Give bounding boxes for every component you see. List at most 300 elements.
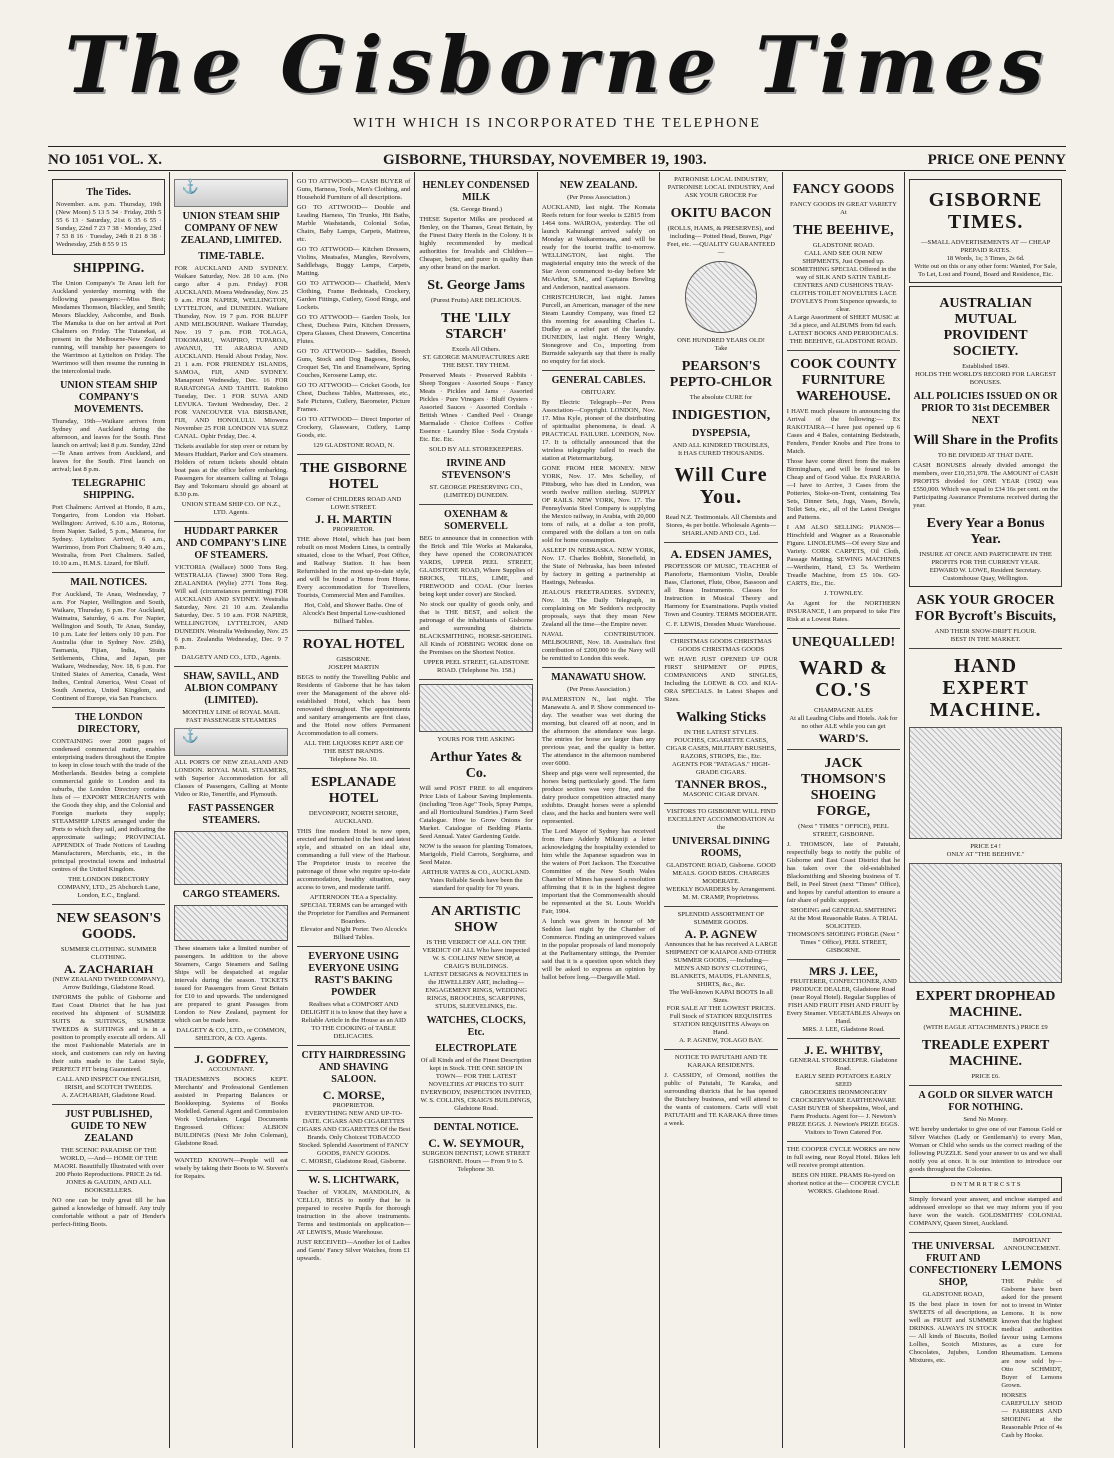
column-2 bbox=[170, 172, 292, 1448]
snow-drift-flour: AND THEIR SNOW-DRIFT FLOUR. bbox=[934, 628, 1037, 635]
uss-movements-text: Thursday, 19th—Waikare arrives from Sydney and Auckland during the afternoon, and leaves for the South. First launch on arrival; last 8 p.m. Sunday, 22nd—Te Anau arrives from Auckland, and leaves for the South. First launch on arrival; last 8 p.m. bbox=[52, 418, 166, 473]
shipping-text: The Union Company's Te Anau left for Auckland yesterday morning with the following passengers:—Miss Best; Mesdames Thomson, Blackley, and Smith; Messrs Blackley, Ashcombe, and Bush. The Manuka is due on her arrival at Port Chalmers on Friday. The Tutanekai, at present in the Melbourne-New Zealand running, will tranship her passengers to the Warrimoo at Lyttelton on Friday. The Warrimoo will then resume the running in the intercolonial trade. bbox=[52, 280, 166, 375]
column-8 bbox=[905, 172, 1066, 1448]
indigestion-label: INDIGESTION, bbox=[671, 408, 771, 423]
new-york-text: GONE FROM HER MONEY. NEW YORK, Nov. 17. Mrs Schelley, of Pittsburg, who has died in London, was worth twelve million sterling. SUPPLY OF RAILS. NEW YORK, Nov. 17. The Pennsylvania Steel Company is supplying the Mexico railway, in Arabia, with 20,000 tons of rails, at a dollar a ton profit, compared with the dollars a ton on rails sold for home consumption. bbox=[541, 465, 656, 544]
hand-machine-heading: HAND EXPERT MACHINE. bbox=[929, 655, 1042, 721]
guide-signature: JONES & GAUDIN, AND ALL BOOKSELLERS. bbox=[65, 1179, 152, 1194]
visitors-notice: VISITORS TO GISBORNE WILL FIND EXCELLENT ACCOMMODATION At the bbox=[666, 808, 776, 831]
bycroft-heading: ASK YOUR GROCER FOR Bycroft's Biscuits, bbox=[915, 593, 1057, 624]
esplanade-hotel-heading: ESPLANADE HOTEL bbox=[311, 775, 397, 806]
take-label: Take bbox=[714, 345, 728, 352]
hand-machine-illustration bbox=[909, 727, 1062, 839]
beehive-signature: THE BEEHIVE, GLADSTONE ROAD. bbox=[789, 338, 898, 345]
small-ads-rate: 18 Words, 1s; 3 Times, 2s 6d. bbox=[946, 255, 1025, 262]
divider bbox=[174, 666, 287, 667]
attwood-ad-4: GO TO ATTWOOD— Chatfield, Men's Clothing, Frame Bedsteads, Crockery, Garden Fittings, Cutlery, Good Rings, and Lockets. bbox=[296, 280, 411, 311]
column-3 bbox=[293, 172, 415, 1448]
jams-subtitle: (Purest Fruits) ARE DELICIOUS. bbox=[430, 297, 522, 304]
obituary-heading: OBITUARY. bbox=[581, 389, 616, 396]
tides-heading: The Tides. bbox=[86, 187, 132, 198]
watches-notice: JUST RECEIVED—Another lot of Ladies and Gents' Fancy Silver Watches, from £1 upwards. bbox=[296, 1239, 411, 1262]
divider bbox=[542, 370, 655, 371]
afternoon-tea: AFTERNOON TEA a Speciality. bbox=[309, 894, 398, 901]
ward-heading: WARD & CO.'S bbox=[799, 657, 888, 701]
issue-price: PRICE ONE PENNY bbox=[927, 152, 1066, 168]
cargo-text: These steamers take a limited number of passengers. In addition to the above Steamers, Cargo Steamers and Sailing Ships will be despatched at regular intervals during the season. TICKETS issued for Passengers from Great Britain for £10 to and upwards. The undersigned are prepared to grant Passages from London to New Zealand, payment for which can be made here. bbox=[174, 945, 288, 1024]
gisborne-times-heading: GISBORNE TIMES. bbox=[928, 189, 1043, 233]
shaw-savill-subtitle: MONTHLY LINE of ROYAL MAIL FAST PASSENGER STEAMERS bbox=[182, 709, 281, 724]
oxenham-address: UPPER PEEL STREET, GLADSTONE ROAD. (Telephone No. 158.) bbox=[423, 659, 529, 674]
dalgety-signature: DALGETY & CO., LTD., or COMMON, SHELTON, & CO. Agents. bbox=[176, 1027, 287, 1042]
zachariah-signature: A. ZACHARIAH, Gladstone Road. bbox=[61, 1092, 156, 1099]
cook-county-text: I HAVE much pleasure in announcing the Arrival of the following:— Ex RAKOTAIRA—I have just opened up 6 Cases and 4 Bales, containing Bedsteads, Fenders, Fender Knobs and Fire Irons to Match. bbox=[786, 408, 901, 455]
divider bbox=[909, 1085, 1062, 1086]
baking-powder-heading: EVERYONE USING EVERYONE USING RAST'S BAKING POWDER bbox=[308, 951, 399, 998]
yates-heading: Arthur Yates & Co. bbox=[429, 750, 523, 781]
timetable-text: FOR AUCKLAND AND SYDNEY. Waikare Saturday, Nov. 28 10 a.m. (No cargo after 4 p.m. Friday) FOR AUCKLAND. Moera Wednesday, Nov. 25 9 a.m. FOR NAPIER, WELLINGTON, LYTTELTON, and DUNEDIN. Waikare Thursday, Nov. 19 7 p.m. FOR BLUFF AND MELBOURNE. Waikare Thursday, Nov. 19 7 p.m. FOR TOLAGA, TOKOMARU, WAIPIRO, TUPAROA, AWANUI, TE ARAROA AND AUCKLAND. Herald About Friday, Nov. 21 1 a.m. FOR FRIENDLY ISLANDS, SAMOA, FIJI, AND SYDNEY. Manapouri Wednesday, Dec. 16 FOR RARATONGA AND TAHITI. Ratokino Tuesday, Dec. 1 FOR SUVA AND LEVUKA. Taviuni Wednesday, Dec. 2 FOR VANCOUVER VIA BRISBANE, FIJI, AND HONOLULU. Miowera November 25 FOR LONDON VIA SUEZ CANAL. Ophir Friday, Dec. 4. bbox=[174, 265, 288, 440]
royal-hotel-text: BEGS to notify the Travelling Public and Residents of Gisborne that he has taken over the Management of the above old-established Hotel, which has been renovated throughout. The appointments and sanitary arrangements are first class, and the Hotel now offers Permanent Accommodation to all comers. bbox=[296, 674, 411, 737]
seymour-name: C. W. SEYMOUR, bbox=[428, 1136, 524, 1150]
confectionery-address: GLADSTONE ROAD, bbox=[922, 1291, 984, 1298]
manawatu-show-text-3: The Lord Mayor of Sydney has received from Hare Adderly Mikuniji a letter acknowledging the hospitality extended to him while the Japanese squadron was in the waters of Port Jackson. The Executive Committee of the New South Wales Chamber of Mines has passed a resolution affirming that it is in the highest degree important that the Commonwealth should be represented at the St. Louis World's Fair, 1904. bbox=[541, 828, 656, 915]
manawatu-show-subtitle: (Per Press Association.) bbox=[567, 686, 630, 693]
agnew-name: A. P. AGNEW bbox=[684, 927, 758, 941]
kindred-troubles: AND ALL KINDRED TROUBLES, bbox=[672, 442, 770, 449]
london-directory-address: THE LONDON DIRECTORY COMPANY, LTD., 25 Abchurch Lane, London, E.C., England. bbox=[57, 876, 160, 899]
gisborne-hotel-text: THE above Hotel, which has just been rebuilt on most Modern Lines, is centrally situated, close to the Wharf, Post Office, and Railway Station. It has been Refurnished in the most up-to-date style, and will be found a Home from Home. Every accommodation for Travellers, Tourists, Commercial Men and Families. bbox=[296, 536, 411, 599]
morse-title: PROPRIETOR. bbox=[332, 1102, 375, 1109]
manawatu-show-text: PALMERSTON N., last night. The Manawatu A. and P. Show commenced to-day. The weather was wet during the morning, but cleared off at noon, and in the afternoon the attendance was large. The entries for horse are larger than any previous year, and the quality is better. The attendance in the afternoon numbered over 6000. bbox=[541, 696, 656, 767]
divider bbox=[664, 906, 777, 907]
divider bbox=[297, 454, 410, 455]
artistic-show-heading: AN ARTISTIC SHOW bbox=[431, 904, 522, 935]
new-zealand-text-2: CHRISTCHURCH, last night. James Purcell, an American, manager of the new Steam Laundry Company, was fined £2 this morning for assaulting Charles L. Dudley as a relief part of the laundry. DUNEDIN, last night. Henry Wright, Stonegrove and Co., importing from Burnside saleyards say that there is really no enquiry for fat stock. bbox=[541, 294, 656, 365]
esplanade-hotel-subtitle: DEVONPORT, NORTH SHORE, AUCKLAND. bbox=[308, 810, 399, 825]
kapai-boots: The Well-known KAPAI BOOTS In all Sizes. bbox=[668, 989, 774, 1004]
gisborne-hotel-heading: THE GISBORNE HOTEL bbox=[300, 461, 408, 492]
starch-subtitle: Excels All Others. bbox=[452, 346, 501, 353]
collins-jewellery-text: LATEST DESIGNS & NOVELTIES in the JEWELLERY ART, including— ENGAGEMENT RINGS, WEDDING RINGS, BROOCHES, SCARFPINS, STUDS, SLEEVELINKS, Etc. bbox=[424, 971, 529, 1010]
seed-potatoes: EARLY SEED POTATOES EARLY SEED bbox=[795, 1073, 892, 1088]
horses-notice: HORSES CAREFULLY SHOD— FARRIERS AND SHOEING at the Reasonable Price of 4s Cash by Hooke. bbox=[1001, 1392, 1063, 1439]
new-season-heading: NEW SEASON'S GOODS. bbox=[56, 911, 161, 942]
column-1 bbox=[48, 172, 170, 1448]
treadle-machine-illustration bbox=[909, 863, 1062, 983]
attwood-ad-5: GO TO ATTWOOD— Garden Tools, Ice Chest, Duchess Pairs, Kitchen Dressers, Opera Glasses, Chest Drawers, Concertina Flutes. bbox=[296, 314, 411, 345]
godfrey-name: J. GODFREY, bbox=[194, 1052, 269, 1066]
oxenham-text-2: No stock our quality of goods only, and that is THE BEST, and solicit the patronage of the inhabitants of Gisborne and surrounding districts. BLACKSMITHING, HORSE-SHOEING. All Kinds of JOBBING WORK done on the Premises on the Shortest Notice. bbox=[419, 601, 533, 656]
cargo-table bbox=[174, 905, 287, 941]
groceries-list: GROCERIES IRONMONGERY CROCKERYWARE EARTHENWARE bbox=[790, 1089, 896, 1104]
hairdressing-heading: CITY HAIRDRESSING AND SHAVING SALOON. bbox=[301, 1050, 406, 1085]
divider bbox=[787, 1141, 900, 1142]
small-ads-subtitle: —SMALL ADVERTISEMENTS AT — CHEAP PREPAID RATES. bbox=[920, 239, 1051, 254]
gisborne-hotel-footer: Hot, Cold, and Shower Baths. One of Alcock's Best Imperial Low-cushioned Billiard Tables. bbox=[302, 602, 406, 625]
pearson-text: The absolute CURE for bbox=[689, 394, 753, 401]
lee-text: FRUITERER, CONFECTIONER, AND PRODUCE DEALER, Gladstone Road (near Royal Hotel). Regular Supplies of FISH AND FRUIT FISH AND FRUIT by Every Steamer. VEGETABLES Always on Hand. bbox=[786, 978, 901, 1025]
hand-machine-price: PRICE £4 ! bbox=[970, 843, 1001, 850]
divider bbox=[297, 1045, 410, 1046]
shaw-savill-heading: SHAW, SAVILL, AND ALBION COMPANY (LIMITED). bbox=[183, 671, 279, 706]
huddart-parker-signature: DALGETY AND CO., LTD., Agents. bbox=[181, 654, 281, 661]
unequalled-heading: UNEQUALLED! bbox=[791, 635, 896, 650]
tanner-bros-name: TANNER BROS., bbox=[675, 777, 767, 791]
page-columns bbox=[48, 172, 1066, 1448]
portrait-illustration bbox=[685, 261, 757, 333]
royal-hotel-heading: ROYAL HOTEL bbox=[302, 637, 405, 652]
pipes-text: WE HAVE JUST OPENED UP OUR FIRST SHIPMENT OF PIPES, COMPANIONS AND SINGLES, Including the LOEWE & CO. and KIA-ORA SPECIALS. In Latest Shapes and Sizes. bbox=[664, 656, 778, 703]
cook-county-heading: COOK COUNTY FURNITURE WAREHOUSE. bbox=[789, 357, 897, 404]
treadle-machine-price: PRICE £6. bbox=[971, 1073, 1000, 1080]
irvine-stevenson-subtitle: ST. GEORGE PRESERVING CO., (LIMITED) DUNEDIN. bbox=[429, 484, 523, 499]
lee-signature: MRS. J. LEE, Gladstone Road. bbox=[802, 1026, 885, 1033]
okitu-bacon-text: (ROLLS, HAMS, & PRESERVES), and including— Potted Head, Brawn, Pigs' Feet, etc. —QUALITY GUARANTEED— bbox=[667, 225, 775, 256]
also-selling-text: I AM ALSO SELLING: PIANOS—Hirschfeld and Wagner as a Reasonable Figure. LINOLEUMS—Of every Size and Variety. CORK CARPETS, Oil Cloth, Passage Matting. SEWING MACHINES—Wertheim, Hand, £3 5s. Wertheim Treadle Machine, from £5 10s. GO-CARTS, Etc., Etc. bbox=[786, 524, 901, 587]
patagas-agents: AGENTS FOR "PATAGAS." HIGH-GRADE CIGARS. bbox=[671, 761, 771, 776]
wanted-notice: WANTED KNOWN—People will eat wisely by taking their Boots to W. Steven's for Repairs. bbox=[174, 1157, 288, 1180]
column-7 bbox=[783, 172, 905, 1448]
telegraphic-shipping-text: Port Chalmers: Arrived at Hondo, 8 a.m., Tongariro, from London via Hobart. Wellington: Arrived, 6.10 a.m., Rotorua, from Napier. Sailed, 5 p.m., Mararoa, for Sydney. Lyttelton: Arrived, 6 a.m., Warrimoo, from Port Chalmers; 9.40 a.m., Westralia, from Port Chalmers. Sailed, 10.10 a.m., H.M.S. Lizard, for Bluff. bbox=[52, 504, 166, 567]
champagne-ales: CHAMPAGNE ALES bbox=[813, 707, 873, 714]
divider bbox=[52, 1104, 165, 1105]
beehive-name: THE BEEHIVE, bbox=[793, 223, 894, 238]
lichtwark-text: Teacher of VIOLIN, MANDOLIN, & 'CELLO, BEGS to notify that he is prepared to receive Pupils for thorough instruction in the above instruments. Terms and testimonials on application— AT LEWIS'S, Music Warehouse. bbox=[296, 1189, 411, 1236]
zachariah-subtitle: (NEW ZEALAND TWEED COMPANY), Arrow Buildings, Gladstone Road. bbox=[52, 976, 165, 991]
guide-footnote: NO one can be truly great till he has gained a knowledge of himself. Any truly comfortable without a pair of Hender's perfect-fitting Boots. bbox=[52, 1197, 166, 1228]
confectionery-ad bbox=[909, 1237, 997, 1442]
martin-title: PROPRIETOR. bbox=[332, 526, 375, 533]
watch-puzzle: D N T M R R T R C S T S bbox=[909, 1177, 1062, 1193]
electroplate-text: Of all Kinds and of the Finest Description kept in Stock. THE ONE SHOP IN TOWN— FOR THE LATEST NOVELTIES AT PRICES TO SUIT EVERYBODY, INSPECTION INVITED, bbox=[420, 1057, 532, 1096]
free-watch-subtitle: Send No Money. bbox=[963, 1116, 1008, 1123]
divider bbox=[787, 628, 900, 629]
patutahi-notice-text: J. CASSIDY, of Ormond, notifies the public of Patutahi, Te Karaka, and surrounding districts that he has opened the Butchery business, and will attend to the wants of customers. Carts will visit PATUTAHI and TE KARAKA three times a week. bbox=[664, 1072, 778, 1127]
zachariah-call: CALL AND INSPECT Our ENGLISH, IRISH, and SCOTCH TWEEDS. bbox=[56, 1076, 161, 1091]
shoeing-forge-heading: JACK THOMSON'S SHOEING FORGE, bbox=[801, 756, 886, 819]
divider bbox=[542, 667, 655, 668]
dental-notice-heading: DENTAL NOTICE. bbox=[433, 1122, 519, 1133]
zachariah-name: A. ZACHARIAH bbox=[64, 962, 154, 976]
steamship-illustration bbox=[174, 179, 287, 207]
patronise-local-industry: PATRONISE LOCAL INDUSTRY, PATRONISE LOCAL INDUSTRY, And ASK YOUR GROCER For bbox=[667, 176, 775, 199]
special-terms: SPECIAL TERMS can be arranged with the Proprietor for Families and Permanent Boarders. bbox=[298, 902, 410, 925]
divider bbox=[174, 1152, 287, 1153]
treadle-machine-heading: TREADLE EXPERT MACHINE. bbox=[921, 1038, 1050, 1069]
attwood-ad-3: GO TO ATTWOOD— Kitchen Dressers, Violins, Meatsafes, Mangles, Revolvers, Saddlebags, Buggy Lamps, Carpets, Matting. bbox=[296, 246, 411, 277]
cycle-works-notice: THE COOPER CYCLE WORKS are now in full swing, near Royal Hotel. Bikes left will receive prompt attention. bbox=[786, 1146, 901, 1169]
new-zealand-text: AUCKLAND, last night. The Komata Reefs return for four weeks is £2815 from 1464 tons. WAIROA, yesterday. The oil launch Kahurangi arrived safely on Monday at Waikaremoana, and will be ready for the tourist traffic to-morrow. WELLINGTON, last night. The magisterial enquiry into the wreck of the Star Avon commenced to-day before Mr McArthur, S.M., and Captains Bowling and Anderson, nautical assessors. bbox=[541, 204, 656, 291]
beehive-text: CALL AND SEE OUR NEW SHIPMENTS, Just Opened up. SOMETHING SPECIAL Offered in the way of SILK AND SATIN TABLE-CENTRES AND CUSHIONS TRAY-CLOTHS TOILET NOVELTIES LACE D'OYLEYS From Sixpence upwards, to clear. bbox=[790, 250, 897, 313]
lee-name: MRS J. LEE, bbox=[809, 964, 878, 978]
bottom-row bbox=[909, 1237, 1062, 1442]
london-directory-text: CONTAINING over 2000 pages of condensed commercial matter, enables enterprising traders throughout the Empire to keep in close touch with the trade of the Motherlands. Besides being a complete commercial guide to London and its suburbs, the London Directory contains lists of — EXPORT MERCHANTS with the Goods they ship, and the Colonial and Foreign markets they supply; STEAMSHIP LINES arranged under the Ports to which they sail, and indicating the approximate sailings; PROVINCIAL APPENDIX of Trade Notices of Leading Manufacturers, Merchants, etc., in the principal provincial towns and industrial centres of the United Kingdom. bbox=[52, 738, 166, 873]
beehive-address: GLADSTONE ROAD. bbox=[812, 242, 875, 249]
divider bbox=[664, 803, 777, 804]
cured-thousands: It HAS CURED THOUSANDS. bbox=[678, 450, 764, 457]
agnew-signature: A. P. AGNEW, TOLAGO BAY. bbox=[679, 1037, 763, 1044]
fast-passenger-heading: FAST PASSENGER STEAMERS. bbox=[187, 803, 275, 826]
morse-signature: C. MORSE, Gladstone Road, Gisborne. bbox=[301, 1158, 407, 1165]
free-watch-footer: Simply forward your answer, and enclose stamped and addressed envelope so that we may inform you if you have won the watch. GOLDSMITHS' COLONIAL COMPANY, Queen Street, Auckland. bbox=[909, 1196, 1063, 1227]
huddart-parker-text: VICTORIA (Wallace) 5000 Tons Reg. WESTRALIA (Tawse) 3900 Tons Reg. ZEALANDIA (Wylie) 2771 Tons Reg. Will sail (circumstances permitting) FOR AUCKLAND AND SYDNEY. Westralia Saturday, Nov. 21 10 a.m. Zealandia Saturday, Dec. 5 10 a.m. FOR NAPIER, WELLINGTON, LYTTELTON, AND DUNEDIN. Westralia Wednesday, Nov. 25 6 p.m. Zealandia Wednesday, Dec. 9 7 p.m. bbox=[174, 564, 288, 651]
attwood-ad-7: GO TO ATTWOOD— Cricket Goods, Ice Chest, Duchess Tables, Mattresses, etc., Safe Pictures, Cutlery, Barometer, Picture Frames. bbox=[296, 382, 411, 413]
uss-company-heading: UNION STEAM SHIP COMPANY OF NEW ZEALAND, LIMITED. bbox=[180, 211, 282, 246]
cook-county-text-2: Those have come direct from the makers Birmingham, and will be found to be Cheap and of Good Value. Ex PARAROA—I have to Arrive, 3 Cases from the Potteries, Stoke-on-Trent, containing Tea Sets, Dinner Sets, Jugs, Vases, Bowls, Toilet Sets, etc., all of the Latest Designs and Patterns. bbox=[786, 458, 901, 521]
amp-share-profits: Will Share in the Profits bbox=[913, 433, 1058, 448]
morse-text: EVERYTHING NEW AND UP-TO-DATE. CIGARS AND CIGARETTES CIGARS AND CIGARETTES Of the Best Brands. Only Choicest TOBACCO Stocked. Splendid Assortment of FANCY GOODS, FANCY GOODS. bbox=[296, 1110, 411, 1157]
divider bbox=[174, 1047, 287, 1048]
walking-sticks-subtitle: IN THE LATEST STYLES. bbox=[683, 729, 759, 736]
amp-text: CASH BONUSES already divided amongst the members, over £10,351,978. The AMOUNT of CASH PROFITS divided for ONE YEAR (1902) was £550,000. Which was equal to £34 16s per cent. on the Participating Assurance Premiums received during the year. bbox=[913, 462, 1059, 509]
drophead-machine-heading: EXPERT DROPHEAD MACHINE. bbox=[915, 989, 1056, 1020]
universal-dining-signature: WEEKLY BOARDERS by Arrangement. M. M. CRAMP, Proprietress. bbox=[666, 886, 776, 901]
divider bbox=[174, 521, 287, 522]
divider bbox=[419, 1117, 532, 1118]
tobacco-accessories: POUCHES, CIGARETTE CASES, CIGAR CASES, MILITARY BRUSHES, RAZORS, STROPS, Etc., Etc. bbox=[665, 737, 777, 760]
divider bbox=[297, 630, 410, 631]
divider bbox=[909, 648, 1062, 649]
godfrey-subtitle: ACCOUNTANT. bbox=[208, 1066, 255, 1073]
shoeing-forge-rates: SHOEING and GENERAL SMITHING At the Most Reasonable Rates. A TRIAL SOLICITED. bbox=[789, 907, 898, 930]
manufactures-heading: ST. GEORGE MANUFACTURES ARE THE BEST. TRY THEM. bbox=[422, 354, 530, 369]
divider bbox=[52, 904, 165, 905]
morse-name: C. MORSE, bbox=[322, 1088, 385, 1102]
amp-bonus-year: Every Year a Bonus Year. bbox=[926, 516, 1045, 547]
divider bbox=[297, 768, 410, 769]
seymour-details: SURGEON DENTIST, LOWE STREET GISBORNE. Hours — From 9 to 5. Telephone 30. bbox=[422, 1150, 531, 1173]
tides-box bbox=[52, 179, 165, 255]
kapai-sale: FOR SALE AT THE LOWEST PRICES. bbox=[666, 1005, 776, 1012]
new-zealand-subtitle: (Per Press Association.) bbox=[567, 194, 630, 201]
hundred-years-old: ONE HUNDRED YEARS OLD! bbox=[677, 337, 765, 344]
attwood-ad-1: GO TO ATTWOOD— CASH BUYER of Guns, Harness, Tools, Men's Clothing, and Household Furniture of all descriptions. bbox=[296, 178, 411, 201]
telegraphic-shipping-heading: TELEGRAPHIC SHIPPING. bbox=[71, 478, 146, 501]
walking-sticks-heading: Walking Sticks bbox=[676, 710, 766, 725]
important-announcement: IMPORTANT ANNOUNCEMENT. bbox=[1003, 1237, 1061, 1252]
martin-name: J. H. MARTIN bbox=[315, 512, 393, 526]
yates-signature: ARTHUR YATES & CO., AUCKLAND. bbox=[421, 869, 531, 876]
lemons-ad bbox=[1001, 1237, 1062, 1442]
naval-text: NAVAL CONTRIBUTION. MELBOURNE, Nov. 18. Australia's first contribution of £200,000 to the Navy will be remitted to London this week. bbox=[541, 631, 656, 662]
divider bbox=[664, 633, 777, 634]
newspaper-tagline: WITH WHICH IS INCORPORATED THE TELEPHONE bbox=[353, 116, 761, 131]
newspaper-title: The Gisborne Times bbox=[64, 20, 1050, 111]
divider bbox=[909, 1232, 1062, 1233]
divider bbox=[419, 679, 532, 680]
issue-number: NO 1051 VOL. X. bbox=[48, 152, 163, 168]
tanner-bros-subtitle: MASONIC CIGAR DIVAN. bbox=[682, 791, 760, 798]
confectionery-heading: THE UNIVERSAL FRUIT AND CONFECTIONERY SHOP, bbox=[909, 1241, 998, 1288]
divider bbox=[297, 946, 410, 947]
fancy-goods-heading: FANCY GOODS bbox=[792, 182, 895, 197]
amp-policies: ALL POLICIES ISSUED ON OR PRIOR TO 31st DECEMBER NEXT bbox=[913, 391, 1058, 426]
condensed-milk-text: THESE Superior Milks are produced at Henley, on the Thames, Great Britain, by the Finest Dairy Herds in the Colony. It is highly recommended by medical authorities for Invalids and Children—Cheaper, better, and purer in quality than any other brand on the market. bbox=[419, 216, 533, 271]
cargo-heading: CARGO STEAMERS. bbox=[182, 889, 280, 900]
tides-table: November. a.m. p.m. Thursday, 19th (New Moon) 5 13 5 34 · Friday, 20th 5 55 6 13 · Saturday, 21st 6 35 6 55 · Sunday, 22nd 7 23 7 38 · Monday, 23rd 7 53 8 16 · Tuesday, 24th 8 21 8 38 · Wednesday, 25th 8 55 9 15 bbox=[56, 201, 162, 248]
sydney-text: JEALOUS FREETRADERS. SYDNEY, Nov. 18. The Daily Telegraph, in complaining on Mr Seddon's reciprocity proposals, says that they mean New Zealand all the time—the Empire never. bbox=[541, 589, 656, 628]
elevator-notice: Elevator and Night Porter. Two Alcock's Billiard Tables. bbox=[300, 926, 407, 941]
divider bbox=[52, 707, 165, 708]
dateline-rule bbox=[48, 170, 1066, 171]
universal-dining-heading: UNIVERSAL DINING ROOMS, bbox=[671, 836, 771, 859]
amp-divided: TO BE DIVIDED AT THAT DATE. bbox=[937, 452, 1034, 459]
summer-clothing: SUMMER CLOTHING. SUMMER CLOTHING. bbox=[60, 946, 157, 961]
shoeing-forge-subtitle: (Next " TIMES " OFFICE), PEEL STREET, GISBORNE. bbox=[798, 823, 889, 838]
divider bbox=[419, 504, 532, 505]
insurance-agent-notice: As Agent for the NORTHERN INSURANCE, I am prepared to take Fire Risk at a Lowest Rates. bbox=[786, 600, 901, 623]
godfrey-text: TRADESMEN'S BOOKS KEPT. Merchants' and Professional Gentlemen assisted in Preparing Balances or Bookkeeping. Systems of Books Modelled. General Agent and Commission Work Undertaken. Legal Documents Engrossed. Offices: ALBION BUILDINGS (Next Mr John Coleman), Gladstone Road. bbox=[174, 1076, 288, 1147]
ward-text: At all Leading Clubs and Hotels. Ask for no other ALE while you can get bbox=[789, 715, 898, 730]
watches-clocks-heading: WATCHES, CLOCKS, Etc. bbox=[426, 1015, 526, 1038]
amp-box bbox=[909, 286, 1062, 587]
irvine-stevenson-heading: IRVINE AND STEVENSON'S bbox=[441, 458, 511, 481]
amp-insure: INSURE AT ONCE AND PARTICIPATE IN THE PROFITS FOR THE CURRENT YEAR. bbox=[919, 551, 1052, 566]
yates-text: Will send POST FREE to all enquirers Price Lists of Labour Saving Implements. (including "Iron Age" Tools, Spray Pumps, and all Horticultural Sundries.) Farm Seed Catalogue. How to Grow Onions for Market. Catalogue of Bedding Plants. Seed Annual. Yates' Gardening Guide. bbox=[419, 785, 533, 840]
issue-date: GISBORNE, THURSDAY, NOVEMBER 19, 1903. bbox=[383, 152, 707, 168]
uss-movements-heading: UNION STEAM SHIP COMPANY'S MOVEMENTS. bbox=[60, 380, 158, 415]
collins-signature: W. S. COLLINS, CRAIG'S BUILDINGS, Gladstone Road. bbox=[420, 1097, 532, 1112]
royal-hotel-subtitle: GISBORNE. bbox=[336, 656, 371, 663]
manawatu-show-text-2: Sheep and pigs were well represented, the horses being particularly good. The farm produce section was very fine, and the dairy produce competition attracted many exhibits. Draught horses were a splendid class, and the hacks and hunters were well represented. bbox=[541, 770, 656, 825]
lewis-signature: C. F. LEWIS, Dresden Music Warehouse. bbox=[666, 621, 776, 628]
attwood-address: 129 GLADSTONE ROAD, N. bbox=[313, 442, 395, 449]
condensed-milk-heading: HENLEY CONDENSED MILK bbox=[422, 180, 530, 203]
royal-hotel-proprietor: JOSEPH MARTIN bbox=[328, 664, 379, 671]
divider bbox=[297, 1170, 410, 1171]
ward-signature: WARD'S. bbox=[818, 731, 869, 745]
amp-signature: EDWARD W. LOWE, Resident Secretary. Customhouse Quay, Wellington. bbox=[929, 567, 1042, 582]
jams-heading: St. George Jams bbox=[427, 278, 525, 293]
tickets-text: Tickets available for step over or return by Messrs Huddart, Parker and Co's steamers. Holders of return tickets should obtain boat pass at the office before embarking. Passengers for steamers calling at Tolaga Bay and Tokomaru should go aboard at 8.30 p.m. bbox=[174, 443, 288, 498]
oxenham-heading: OXENHAM & SOMERVELL bbox=[444, 509, 509, 532]
lemons-heading: LEMONS bbox=[1001, 1259, 1063, 1274]
confectionery-text: IS the best place in town for SWEETS of all descriptions, as well as FRUIT and SUMMER DRINKS. ALWAYS IN STOCK— All kinds of Biscuits, Boiled Lollies, Scotch Mixtures, Chocolates, Jujubes, London Mixtures, etc. bbox=[909, 1301, 998, 1364]
free-watch-text: WE hereby undertake to give one of our Famous Gold or Silver Watches (Lady or Gentleman's) to every Man, Woman or Child who sends us the correct reading of the following PUZZLE. Send your answer to us and we shall notify you at once. It is our intention to introduce our goods throughout the Colonies. bbox=[909, 1126, 1063, 1173]
mail-notices-text: For Auckland, Te Anau, Wednesday, 7 a.m. For Napier, Wellington and South, Waikare, Thursday, 6 p.m. For Auckland, Waimatra, Saturday, 6 a.m. For Napier, Wellington and South, Te Anau, Sunday, 10 p.m. Late fee' letters only 10 p.m. For Australia (due in Sydney Nov. 25th), Tasmania, Fijian, India, Straits Settlements, China, and Japan, per Waikare, Wednesday, Nov. 18, 6 p.m. For United States of America, Canada, West Indies, Central America, West Coast of South America, United Kingdom, and Continent of Europe, via San Francisco. bbox=[52, 591, 166, 702]
amp-established: Established 1849. bbox=[962, 363, 1010, 370]
condensed-milk-subtitle: (St. George Brand.) bbox=[450, 206, 503, 213]
electroplate-heading: ELECTROPLATE bbox=[435, 1043, 517, 1054]
baking-powder-text: Realises what a COMFORT AND DELIGHT it is to know that they have a Reliable Article in the House as an AID TO THE COOKING of TABLE DELICACIES. bbox=[300, 1001, 407, 1040]
esplanade-hotel-text: THIS fine modern Hotel is now open, erected and furnished in the best and latest style, and situated on an ideal site, commanding a full view of the Harbour. The Proprietor trusts to receive the patronage of those who require up-to-date accommodation, healthy situation, easy access to town, and moderate tariff. bbox=[296, 828, 411, 891]
whitby-text: CASH BUYER of Sheepskins, Wool, and Farm Products. Agent for— J. Newton's PRIZE EGGS. J. Newton's PRIZE EGGS. Visitors to Town Catered For. bbox=[787, 1105, 900, 1136]
amp-record: HOLDS THE WORLD'S RECORD FOR LARGEST BONUSES. bbox=[915, 371, 1057, 386]
divider bbox=[52, 572, 165, 573]
london-directory-heading: THE LONDON DIRECTORY, bbox=[74, 712, 143, 735]
yates-banner: YOURS FOR THE ASKING bbox=[437, 736, 515, 743]
manawatu-show-heading: MANAWATU SHOW. bbox=[551, 672, 646, 683]
summer-goods-heading: SPLENDID ASSORTMENT OF SUMMER GOODS. bbox=[677, 911, 765, 926]
small-ads-text: Write out on this or any other form: Wanted, For Sale, To Let, Lost and Found, Board and Residence, Etc. bbox=[914, 263, 1057, 278]
christmas-goods: CHRISTMAS GOODS CHRISTMAS GOODS CHRISTMAS GOODS bbox=[670, 638, 772, 653]
guide-heading: JUST PUBLISHED, GUIDE TO NEW ZEALAND bbox=[65, 1109, 153, 1144]
uss-signature: UNION STEAM SHIP CO. OF N.Z., LTD. Agents. bbox=[181, 501, 281, 516]
mail-notices-heading: MAIL NOTICES. bbox=[70, 577, 148, 588]
drophead-machine-price: (WITH EAGLE ATTACHMENTS.) PRICE £9 bbox=[923, 1024, 1048, 1031]
divider bbox=[787, 959, 900, 960]
new-zealand-heading: NEW ZEALAND. bbox=[559, 180, 638, 191]
lichtwark-name: W. S. LICHTWARK, bbox=[308, 1175, 399, 1186]
music-teacher-text: PROFESSOR OF MUSIC, TEACHER of Pianoforte, Harmonium Violin, Double Bass, Clarionet, Flute, Oboe, Bassoon and all Brass Instruments. Classes for Instruction in Musical Theory and Harmony for Examinations. Pupils visited Town and Country. TERMS MODERATE. bbox=[664, 563, 778, 618]
top-rule bbox=[48, 146, 1066, 147]
oxenham-text: BEG to announce that in connection with the Brick and Tile Works at Makaraka, they have opened the CORONATION YARDS, UPPER PEEL STREET, GLADSTONE ROAD, Where Supplies of BRICKS, TILES, LIME, and FIREWOOD and COAL (Our lorries being kept under cover) are Stocked. bbox=[419, 535, 533, 598]
music-teacher-name: A. EDSEN JAMES, bbox=[670, 547, 772, 561]
dateline bbox=[48, 152, 1066, 169]
bees-on-hire: BEES ON HIRE. PRAMS Re-tyred on shortest notice at the— COOPER CYCLE WORKS. Gladstone Road. bbox=[787, 1172, 900, 1195]
general-cables-heading: GENERAL CABLES. bbox=[551, 375, 646, 386]
zachariah-text: INFORMS the public of Gisborne and East Coast District that he has just received his shipment of SUMMER SUITS & SUITINGS, SUMMER TWEEDS & SUITINGS and is in a position to promptly execute all orders. All the most Fashionable Materials are in stock, and customers can rely on having their suits made to the Latest Style, PERFECT FIT being Guaranteed. bbox=[52, 994, 166, 1073]
manufactures-footer: SOLD BY ALL STOREKEEPERS. bbox=[428, 446, 524, 453]
timetable-heading: TIME-TABLE. bbox=[198, 251, 265, 262]
telephone-number: Telephone No. 10. bbox=[329, 756, 378, 763]
column-4 bbox=[415, 172, 537, 1448]
pearson-testimonials: Read N.Z. Testimonials. All Chemists and Stores, 4s per bottle. Wholesale Agents— SHARLAND AND CO., Ltd. bbox=[665, 514, 777, 537]
manawatu-show-text-4: A lunch was given in honour of Mr Seddon last night by the Chamber of Commerce. Finding an unimproved values in the popular proposals of land monopoly at the Parliamentary sittings, the Premier said that it is a question upon which they will be asked to express an opinion by ballot before long.—Dargaville Mail. bbox=[541, 918, 656, 981]
attwood-ad-6: GO TO ATTWOOD— Saddles, Breech Guns, Stock and Dog Bagsoes, Books, Croquet Set, Tin and Enamelware, Spring Couches, Kerosene Lamp, etc. bbox=[296, 348, 411, 379]
universal-dining-text: GLADSTONE ROAD, Gisborne. GOOD MEALS. GOOD BEDS. CHARGES MODERATE. bbox=[666, 862, 776, 885]
divider bbox=[787, 350, 900, 351]
cables-text: By Electric Telegraph—Per Press Association—Copyright. LONDON, Nov. 17. Miss Kyle, pioneer of the distributing of spiritualist phenomena, is dead. A PRACTICAL FAILURE. LONDON, Nov. 17. It is officially announced that the wireless telegraphy failed to reach the station at Pietermaritzburg. bbox=[541, 399, 656, 462]
artistic-show-subtitle: IS THE VERDICT OF ALL ON THE VERDICT OF ALL Who have inspected W. S. COLLINS' NEW SHOP, at CRAIG'S BUILDINGS. bbox=[422, 939, 530, 970]
okitu-bacon-heading: OKITU BACON bbox=[670, 206, 772, 221]
townley-signature: J. TOWNLEY. bbox=[823, 590, 863, 597]
attwood-ad-8: GO TO ATTWOOD— Direct Importer of Crockery, Glassware, Cutlery, Lamp Goods, etc. bbox=[296, 416, 411, 439]
dyspepsia-label: DYSPEPSIA, bbox=[691, 428, 751, 439]
shoeing-forge-signature: THOMSON'S SHOEING FORGE (Next " Times " Office), PEEL STREET, GISBORNE. bbox=[787, 931, 900, 954]
shoeing-forge-text: J. THOMSON, late of Patutahi, respectfully begs to notify the public of Gisborne and East Coast District that he has taken over the old-established Blacksmithing and Shoeing business of T. Bell, in Peel Street (next "Times" Office), and hopes by careful attention to ensure a fair share of public support. bbox=[786, 841, 901, 904]
starch-heading: THE 'LILY STARCH' bbox=[441, 311, 512, 342]
beehive-text-2: A Large Assortment of SHEET MUSIC at 3d a piece, and ALBUMS from 6d each. LATEST BOOKS AND PERIODICALS. bbox=[787, 314, 899, 337]
best-in-market: BEST IN THE MARKET. bbox=[950, 636, 1021, 643]
only-at-beehive: ONLY AT "THE BEEHIVE." bbox=[946, 851, 1025, 858]
attwood-ad-2: GO TO ATTWOOD— Double and Leading Harness, Tin Trunks, Hit Baths, Marble Washstands, Colonial Sofas, Chairs, Baby Lamps, Carpets, Mattress, etc. bbox=[296, 204, 411, 243]
whitby-name: J. E. WHITBY, bbox=[804, 1043, 883, 1057]
nebraska-text: ASLEEP IN NEBRASKA. NEW YORK, Nov. 17. Charles Bobbitt, Stonefield, in the State of Nebraska, has been infested by factory in getting a partnership at Hastings, Nebraska. bbox=[541, 547, 656, 586]
patutahi-notice-heading: NOTICE TO PATUTAHI AND TE KARAKA RESIDENTS. bbox=[674, 1054, 768, 1069]
pearson-heading: PEARSON'S PEPTO-CHLOR bbox=[669, 359, 773, 390]
yates-seed-illustration bbox=[419, 684, 532, 732]
divider bbox=[664, 1049, 777, 1050]
will-cure-you: Will Cure You. bbox=[674, 464, 768, 508]
column-6 bbox=[660, 172, 782, 1448]
amp-heading: AUSTRALIAN MUTUAL PROVIDENT SOCIETY. bbox=[939, 296, 1032, 359]
shipping-heading: SHIPPING. bbox=[73, 261, 145, 276]
huddart-parker-heading: HUDDART PARKER AND COMPANY'S LINE OF STEAMERS. bbox=[175, 526, 287, 561]
manufactures-list: Preserved Meats · Preserved Rabbits · Sheep Tongues · Assorted Soups · Fancy Meats · Pickles and Jams · Assorted Pickles · Pure Vinegars · Bluff Oysters · Assorted Sauces · Assorted Cordials · British Wines · Candied Peel · Orange Marmalade · Choice Coffees · Coffee Essence · Laundry Blue · Soda Crystals · Etc. Etc. Etc. bbox=[419, 372, 533, 443]
divider bbox=[787, 749, 900, 750]
lemons-text: THE Public of Gisborne have been asked for the present not to invest in Winter Lemons. It is now known that the highest medical authorities favour using Lemons as a cure for Rheumatism. Lemons are now sold by— Otto SCHMIDT, Buyer of Lemons Grown. bbox=[1001, 1278, 1063, 1389]
planting-season-text: NOW is the season for planting Tomatoes, Marigolds, Field Carrots, Sorghums, and Seed Maize. bbox=[419, 843, 533, 866]
divider bbox=[419, 897, 532, 898]
guide-text: THE SCENIC PARADISE OF THE WORLD, —And— HOME OF THE MAORI. Beautifully Illustrated with over 200 Photo Reproductions. PRICE 2s 6d. bbox=[53, 1147, 164, 1178]
fancy-goods-text: FANCY GOODS IN GREAT VARIETY At bbox=[789, 201, 897, 216]
steamship-illustration bbox=[174, 728, 287, 756]
shaw-savill-text: ALL PORTS OF NEW ZEALAND AND LONDON. ROYAL MAIL STEAMERS, with Superior Accommodation for all Classes of Passengers, Calling at Monte Video or Rio, Teneriffe, and Plymouth. bbox=[174, 759, 288, 798]
whitby-subtitle: GENERAL STOREKEEPER. Gladstone Road. bbox=[789, 1057, 898, 1072]
gisborne-times-box bbox=[909, 179, 1062, 283]
masthead bbox=[0, 18, 1114, 132]
column-5 bbox=[538, 172, 660, 1448]
free-watch-heading: A GOLD OR SILVER WATCH FOR NOTHING. bbox=[918, 1090, 1053, 1113]
divider bbox=[664, 542, 777, 543]
fast-passenger-table bbox=[174, 831, 287, 885]
agnew-text: Announces that he has received A LARGE SHIPMENT OF KAIAPOI AND OTHER SUMMER GOODS, —Including— MEN'S AND BOYS' CLOTHING, BLANKETS, MAUDS, FLANNELS, SHIRTS, &c., &c. bbox=[664, 941, 778, 988]
yates-footer: Yates Reliable Seeds have been the standard for quality for 70 years. bbox=[429, 877, 523, 892]
liquors-notice: ALL THE LIQUORS KEPT ARE OF THE BEST BRANDS. bbox=[303, 740, 404, 755]
gisborne-hotel-subtitle: Corner of CHILDERS ROAD AND LOWE STREET. bbox=[306, 496, 402, 511]
station-requisites: Full Stock of STATION REQUISITES STATION REQUISITES Always on Hand. bbox=[669, 1013, 773, 1036]
